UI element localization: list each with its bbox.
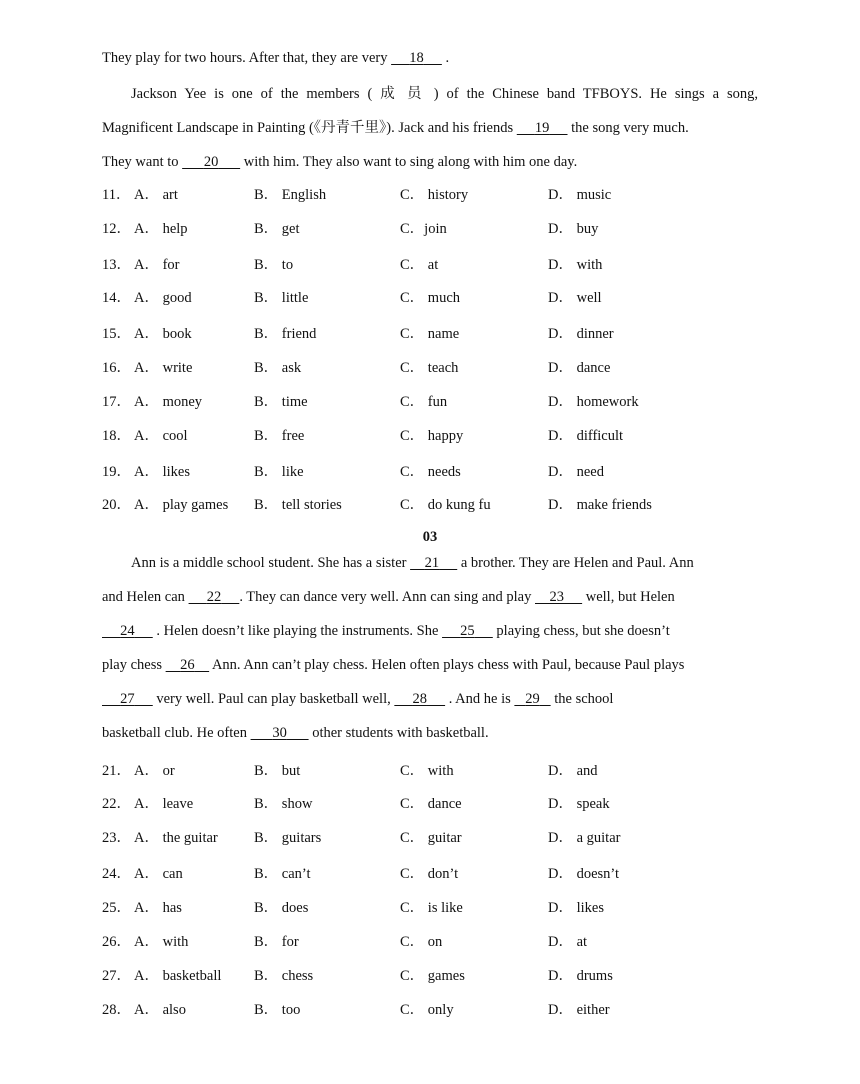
option-a: A． or bbox=[134, 763, 175, 779]
question-number: 20． bbox=[102, 497, 131, 513]
option-a: A． play games bbox=[134, 497, 229, 513]
option-a: A． art bbox=[134, 187, 178, 203]
passage-line bbox=[131, 84, 758, 104]
option-d: D． either bbox=[548, 1002, 610, 1018]
passage-text: . Helen doesn’t like playing the instruments. She bbox=[152, 623, 443, 639]
option-c: C． happy bbox=[400, 428, 464, 444]
option-a: A． help bbox=[134, 221, 188, 237]
option-c: C． history bbox=[400, 187, 469, 203]
option-c: C． do kung fu bbox=[400, 497, 491, 513]
question-row bbox=[102, 828, 758, 848]
option-d: D． buy bbox=[548, 221, 599, 237]
passage-text: playing chess, but she doesn’t bbox=[492, 623, 670, 639]
option-b: B． English bbox=[254, 187, 327, 203]
blank-27: 27 bbox=[120, 691, 135, 707]
question-row bbox=[102, 932, 758, 952]
option-d: D． homework bbox=[548, 394, 639, 410]
option-b: B． show bbox=[254, 796, 313, 812]
option-b: B． for bbox=[254, 934, 299, 950]
question-row bbox=[102, 761, 758, 781]
passage-text: basketball club. He often bbox=[102, 725, 251, 741]
option-c: C． dance bbox=[400, 796, 462, 812]
option-a: A． with bbox=[134, 934, 189, 950]
option-a: A． cool bbox=[134, 428, 188, 444]
question-number: 15． bbox=[102, 326, 131, 342]
option-d: D． a guitar bbox=[548, 830, 621, 846]
passage-text: . bbox=[441, 50, 450, 66]
question-row bbox=[102, 219, 758, 239]
passage-text: other students with basketball. bbox=[308, 725, 489, 741]
question-row bbox=[102, 358, 758, 378]
option-d: D． speak bbox=[548, 796, 610, 812]
option-a: A． good bbox=[134, 290, 192, 306]
passage-text: Jackson Yee is one of the members ( 成 员 ) of the Chinese band TFBOYS. He sings a song, bbox=[131, 86, 758, 102]
section-heading: 03 bbox=[422, 529, 438, 545]
passage-text: Ann is a middle school student. She has a sister bbox=[131, 555, 411, 571]
passage-text: and Helen can bbox=[102, 589, 189, 605]
passage-text: Ann. Ann can’t play chess. Helen often plays chess with Paul, because Paul plays bbox=[209, 657, 685, 673]
option-c: C．join bbox=[400, 221, 447, 237]
question-number: 13． bbox=[102, 257, 131, 273]
option-a: A． the guitar bbox=[134, 830, 218, 846]
option-c: C． don’t bbox=[400, 866, 459, 882]
option-d: D． likes bbox=[548, 900, 604, 916]
blank-26: 26 bbox=[180, 657, 195, 673]
option-a: A． leave bbox=[134, 796, 194, 812]
option-a: A． has bbox=[134, 900, 182, 916]
blank-21: 21 bbox=[424, 555, 440, 571]
option-c: C． is like bbox=[400, 900, 463, 916]
passage-text: the song very much. bbox=[567, 120, 689, 136]
blank-20: 20 bbox=[203, 154, 219, 170]
question-row bbox=[102, 288, 758, 308]
option-b: B． does bbox=[254, 900, 309, 916]
passage-line bbox=[102, 152, 758, 172]
passage-line bbox=[102, 118, 758, 138]
option-a: A． write bbox=[134, 360, 193, 376]
option-c: C． games bbox=[400, 968, 465, 984]
passage-text: well, but Helen bbox=[582, 589, 675, 605]
option-b: B． free bbox=[254, 428, 305, 444]
option-c: C． name bbox=[400, 326, 460, 342]
option-d: D． dinner bbox=[548, 326, 614, 342]
question-row bbox=[102, 966, 758, 986]
passage-line bbox=[102, 587, 758, 607]
option-b: B． ask bbox=[254, 360, 302, 376]
option-d: D． dance bbox=[548, 360, 611, 376]
option-d: D． and bbox=[548, 763, 598, 779]
option-a: A． book bbox=[134, 326, 192, 342]
option-b: B． little bbox=[254, 290, 309, 306]
option-d: D． difficult bbox=[548, 428, 624, 444]
option-c: C． at bbox=[400, 257, 439, 273]
option-a: A． can bbox=[134, 866, 183, 882]
question-row bbox=[102, 392, 758, 412]
question-number: 27． bbox=[102, 968, 131, 984]
blank-22: 22 bbox=[206, 589, 222, 605]
option-c: C． on bbox=[400, 934, 443, 950]
option-b: B． get bbox=[254, 221, 300, 237]
question-number: 23． bbox=[102, 830, 131, 846]
question-number: 19． bbox=[102, 464, 131, 480]
blank-29: 29 bbox=[525, 691, 540, 707]
option-b: B． time bbox=[254, 394, 308, 410]
option-a: A． for bbox=[134, 257, 180, 273]
option-b: B． to bbox=[254, 257, 294, 273]
option-c: C． teach bbox=[400, 360, 459, 376]
passage-text: the school bbox=[550, 691, 614, 707]
question-row bbox=[102, 324, 758, 344]
question-row bbox=[102, 495, 758, 515]
option-d: D． drums bbox=[548, 968, 613, 984]
blank-25: 25 bbox=[460, 623, 475, 639]
question-row bbox=[102, 864, 758, 884]
question-number: 16． bbox=[102, 360, 131, 376]
option-a: A． basketball bbox=[134, 968, 222, 984]
option-d: D． doesn’t bbox=[548, 866, 620, 882]
passage-text: Magnificent Landscape in Painting (《丹青千里》). Jack and his friends bbox=[102, 120, 517, 136]
option-b: B． too bbox=[254, 1002, 301, 1018]
option-a: A． also bbox=[134, 1002, 186, 1018]
passage-text: . They can dance very well. Ann can sing and play bbox=[239, 589, 535, 605]
option-b: B． tell stories bbox=[254, 497, 342, 513]
question-number: 28． bbox=[102, 1002, 131, 1018]
option-a: A． likes bbox=[134, 464, 190, 480]
option-d: D． music bbox=[548, 187, 612, 203]
passage-text: with him. They also want to sing along with him one day. bbox=[240, 154, 578, 170]
passage-text: a brother. They are Helen and Paul. Ann bbox=[457, 555, 694, 571]
question-row bbox=[102, 898, 758, 918]
question-row bbox=[102, 185, 758, 205]
passage-line bbox=[102, 48, 758, 68]
question-row bbox=[102, 794, 758, 814]
option-b: B． like bbox=[254, 464, 304, 480]
question-row bbox=[102, 462, 758, 482]
blank-30: 30 bbox=[272, 725, 287, 741]
option-c: C． guitar bbox=[400, 830, 462, 846]
option-c: C． needs bbox=[400, 464, 461, 480]
question-number: 21． bbox=[102, 763, 131, 779]
question-number: 11． bbox=[102, 187, 131, 203]
option-d: D． with bbox=[548, 257, 603, 273]
option-d: D． well bbox=[548, 290, 602, 306]
question-number: 14． bbox=[102, 290, 131, 306]
passage-line bbox=[102, 723, 758, 743]
option-b: B． but bbox=[254, 763, 301, 779]
blank-28: 28 bbox=[412, 691, 427, 707]
option-d: D． need bbox=[548, 464, 604, 480]
passage-line bbox=[102, 621, 758, 641]
question-number: 22． bbox=[102, 796, 131, 812]
question-row bbox=[102, 426, 758, 446]
question-number: 17． bbox=[102, 394, 131, 410]
option-b: B． chess bbox=[254, 968, 314, 984]
passage-line bbox=[102, 689, 758, 709]
option-d: D． at bbox=[548, 934, 588, 950]
option-c: C． fun bbox=[400, 394, 448, 410]
passage-text: play chess bbox=[102, 657, 166, 673]
blank-24: 24 bbox=[120, 623, 135, 639]
blank-23: 23 bbox=[549, 589, 564, 605]
option-b: B． friend bbox=[254, 326, 317, 342]
passage-text: . And he is bbox=[445, 691, 515, 707]
question-number: 18． bbox=[102, 428, 131, 444]
passage-line bbox=[102, 655, 758, 675]
option-c: C． much bbox=[400, 290, 461, 306]
passage-text: They play for two hours. After that, they are very bbox=[102, 50, 392, 66]
option-c: C． with bbox=[400, 763, 454, 779]
blank-19: 19 bbox=[534, 120, 550, 136]
option-c: C． only bbox=[400, 1002, 454, 1018]
passage-text: very well. Paul can play basketball well, bbox=[152, 691, 395, 707]
passage-line bbox=[131, 553, 758, 573]
option-b: B． guitars bbox=[254, 830, 322, 846]
blank-18: 18 bbox=[409, 50, 424, 66]
option-b: B． can’t bbox=[254, 866, 311, 882]
question-number: 26． bbox=[102, 934, 131, 950]
option-a: A． money bbox=[134, 394, 203, 410]
question-number: 24． bbox=[102, 866, 131, 882]
question-number: 12． bbox=[102, 221, 131, 237]
question-row bbox=[102, 255, 758, 275]
question-row bbox=[102, 1000, 758, 1020]
option-d: D． make friends bbox=[548, 497, 652, 513]
passage-text: They want to bbox=[102, 154, 183, 170]
question-number: 25． bbox=[102, 900, 131, 916]
